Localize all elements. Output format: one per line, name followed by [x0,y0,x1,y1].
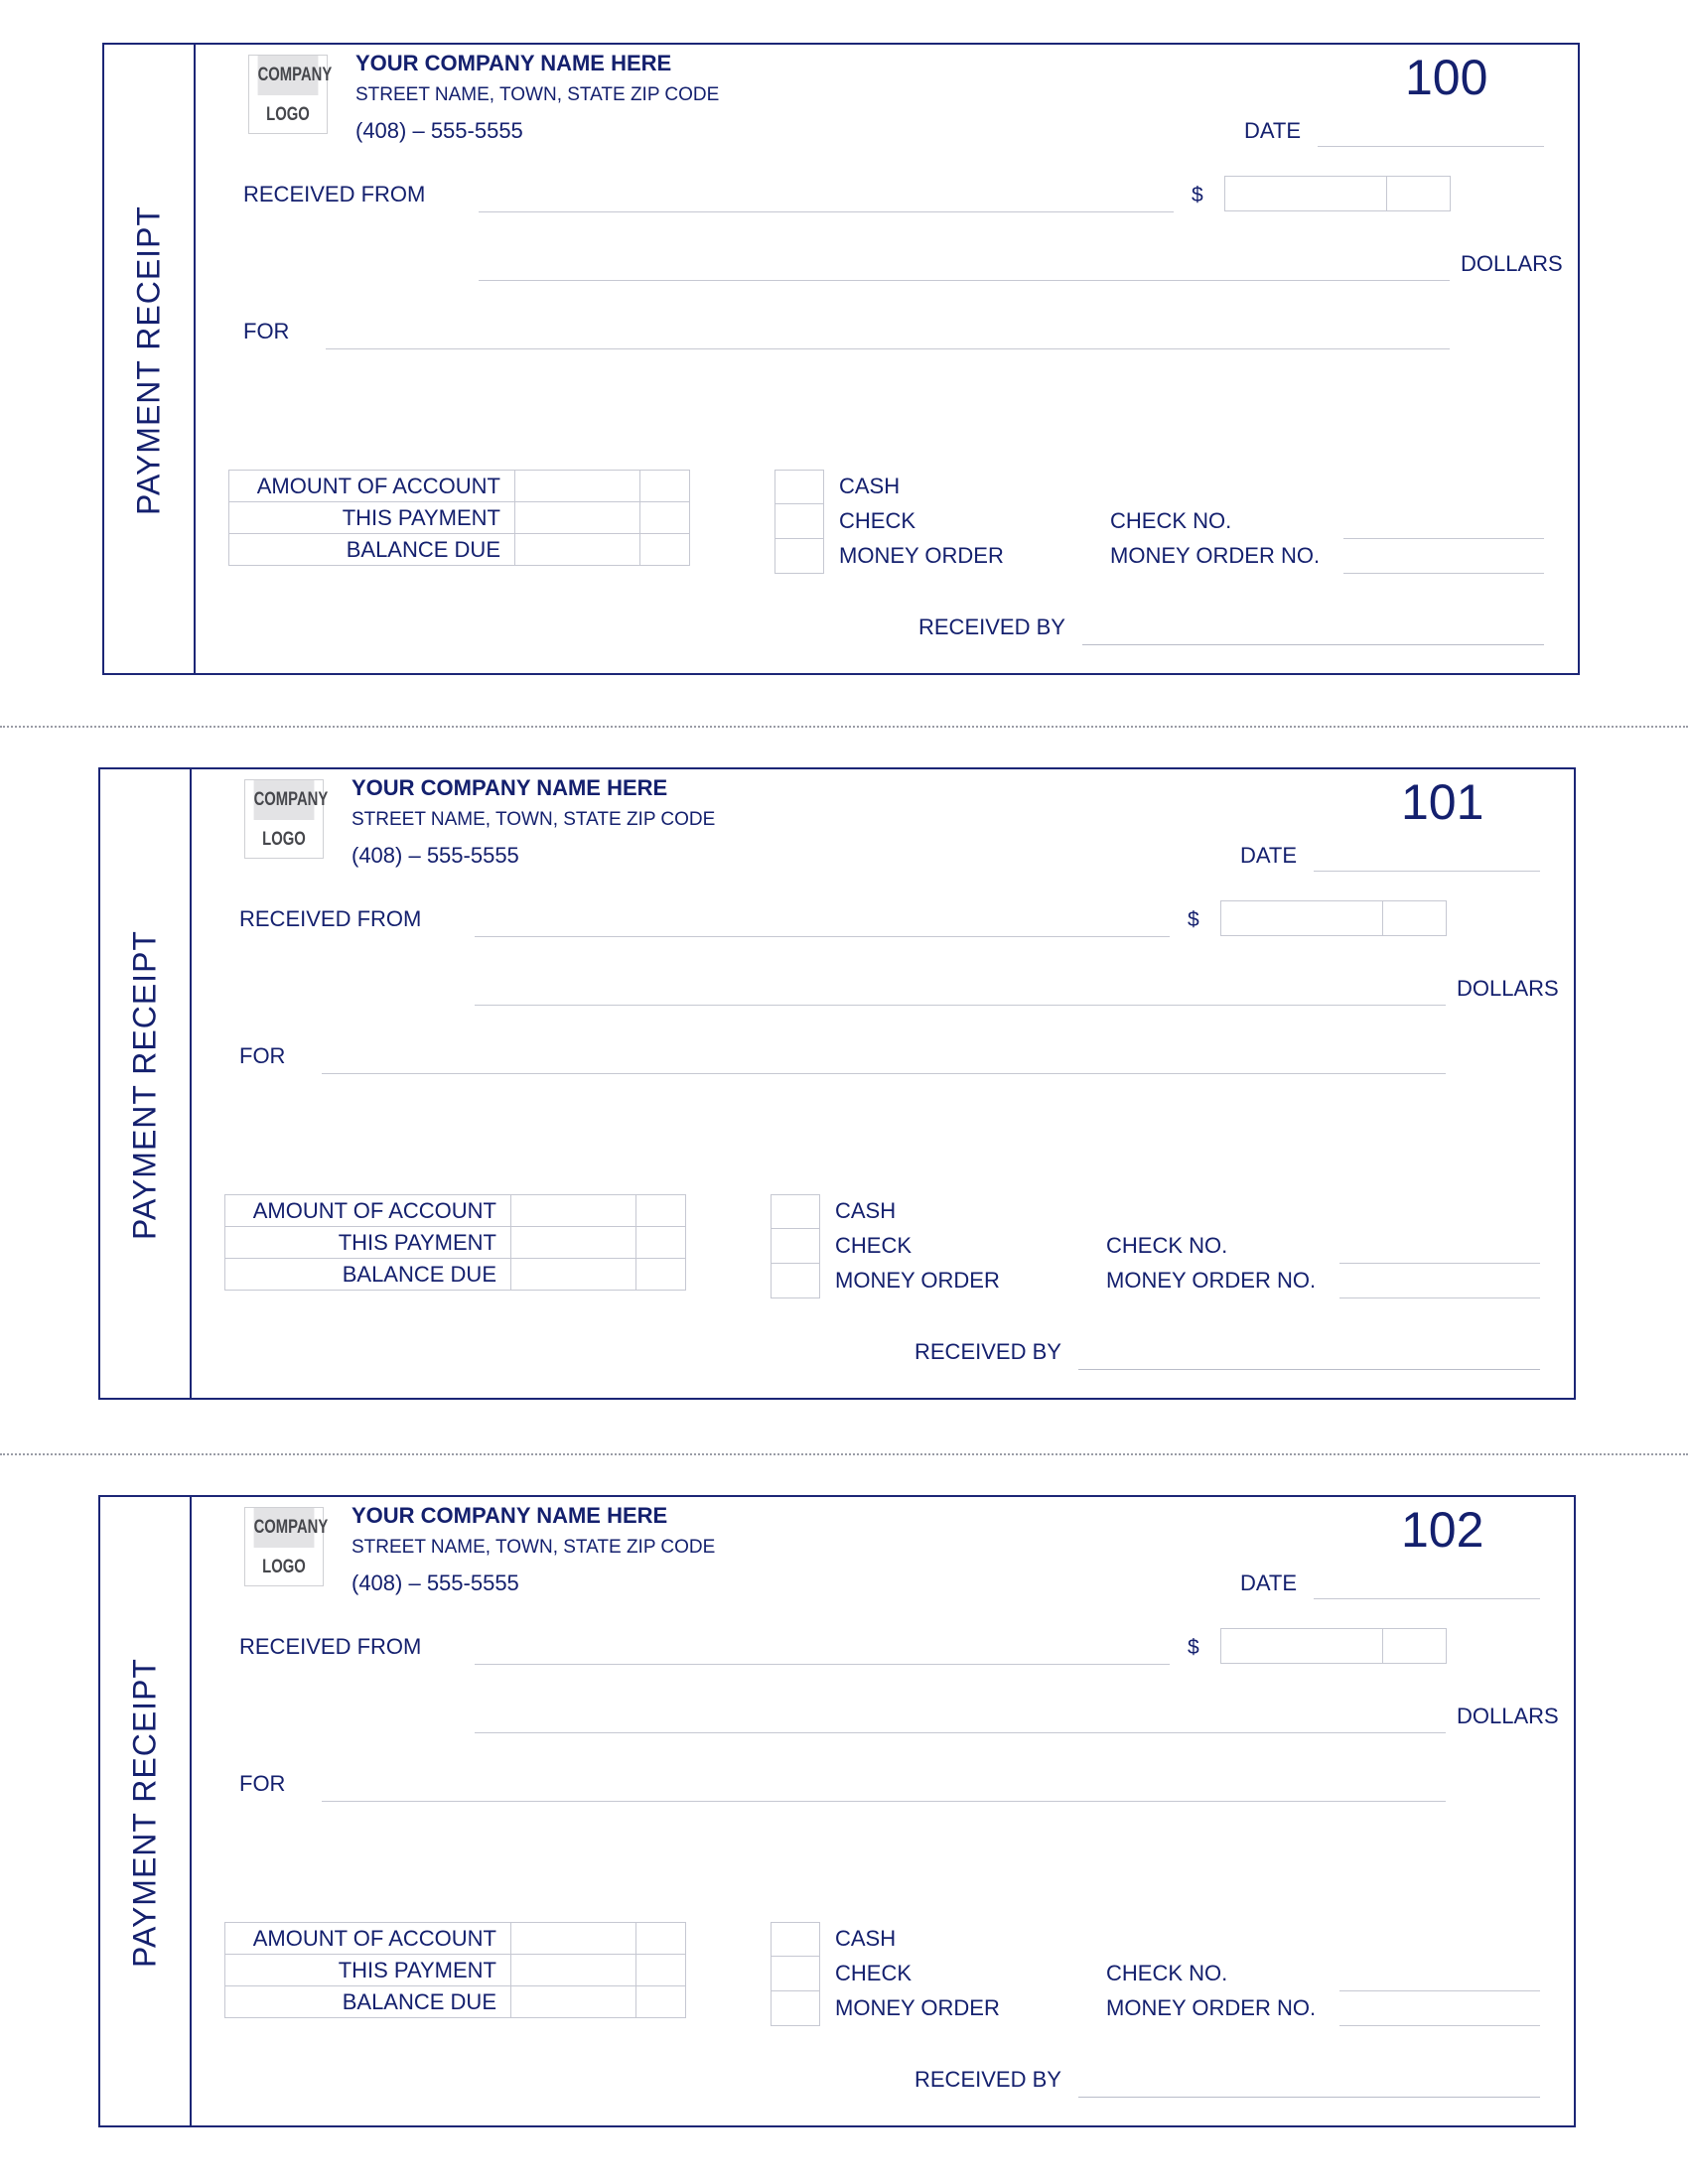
logo-text-bottom: LOGO [266,104,310,125]
received-from-field[interactable] [479,211,1174,212]
balance-due-cents-field[interactable] [636,1259,686,1291]
cash-checkbox[interactable] [771,1922,820,1957]
logo-text-top: COMPANY [254,780,315,820]
dollar-sign: $ [1188,908,1199,931]
side-title: PAYMENT RECEIPT [126,930,163,1240]
table-row [225,1259,686,1291]
date-field[interactable] [1314,1598,1540,1599]
logo-text-bottom: LOGO [262,1557,306,1577]
table-row [225,1923,686,1955]
receipt-card [98,767,1576,1400]
amount-of-account-field[interactable] [511,1923,636,1955]
received-from-label: RECEIVED FROM [239,1634,422,1659]
balance-due-field[interactable] [511,1986,636,2018]
received-from-field[interactable] [475,1664,1170,1665]
check-label: CHECK [835,1233,913,1258]
company-logo [244,779,329,859]
amount-field[interactable] [1220,1628,1447,1664]
this-payment-cents-field[interactable] [640,502,690,534]
receipt-side-panel [104,45,196,673]
company-phone: (408) – 555-5555 [352,1570,519,1595]
this-payment-label: THIS PAYMENT [225,1227,511,1259]
cut-line [0,726,1688,728]
company-logo [244,1507,329,1586]
account-table [228,470,690,566]
date-label: DATE [1244,118,1302,143]
cents-divider [1382,1629,1383,1663]
cents-divider [1382,901,1383,935]
amount-of-account-label: AMOUNT OF ACCOUNT [225,1195,511,1227]
this-payment-cents-field[interactable] [636,1227,686,1259]
company-logo [248,55,333,134]
receipt-number: 101 [1401,774,1484,830]
money-order-no-field[interactable] [1343,573,1544,574]
check-checkbox[interactable] [771,1229,820,1264]
date-label: DATE [1240,1570,1298,1595]
balance-due-field[interactable] [511,1259,636,1291]
cut-line [0,1453,1688,1455]
cash-checkbox[interactable] [774,470,824,504]
for-field[interactable] [326,348,1450,349]
account-table [224,1194,686,1291]
company-name: YOUR COMPANY NAME HERE [355,51,672,75]
dollars-label: DOLLARS [1457,976,1559,1001]
check-no-label: CHECK NO. [1106,1961,1228,1985]
amount-of-account-label: AMOUNT OF ACCOUNT [229,471,515,502]
amount-of-account-cents-field[interactable] [636,1923,686,1955]
table-row [225,1195,686,1227]
balance-due-label: BALANCE DUE [225,1259,511,1291]
amount-of-account-cents-field[interactable] [640,471,690,502]
money-order-no-label: MONEY ORDER NO. [1106,1995,1317,2020]
logo-text-top: COMPANY [254,1508,315,1548]
check-no-label: CHECK NO. [1106,1233,1228,1258]
cents-divider [1386,177,1387,210]
dollar-sign: $ [1188,1636,1199,1659]
for-label: FOR [239,1771,286,1796]
table-row [229,471,690,502]
for-label: FOR [243,319,290,343]
balance-due-cents-field[interactable] [636,1986,686,2018]
company-phone: (408) – 555-5555 [355,118,523,143]
receipt-side-panel [100,1497,192,2125]
balance-due-label: BALANCE DUE [225,1986,511,2018]
balance-due-cents-field[interactable] [640,534,690,566]
this-payment-label: THIS PAYMENT [229,502,515,534]
this-payment-field[interactable] [511,1227,636,1259]
for-field[interactable] [322,1073,1446,1074]
received-from-field[interactable] [475,936,1170,937]
for-label: FOR [239,1043,286,1068]
check-no-field[interactable] [1339,1263,1540,1264]
amount-of-account-label: AMOUNT OF ACCOUNT [225,1923,511,1955]
amount-in-words-field[interactable] [475,1732,1446,1733]
received-by-label: RECEIVED BY [918,614,1065,639]
logo-text-bottom: LOGO [262,829,306,850]
table-row [225,1955,686,1986]
amount-of-account-field[interactable] [511,1195,636,1227]
dollar-sign: $ [1192,184,1203,206]
amount-in-words-field[interactable] [479,280,1450,281]
amount-field[interactable] [1224,176,1451,211]
this-payment-field[interactable] [511,1955,636,1986]
check-label: CHECK [839,508,916,533]
this-payment-cents-field[interactable] [636,1955,686,1986]
check-no-field[interactable] [1339,1990,1540,1991]
receipt-number: 100 [1405,50,1488,105]
company-phone: (408) – 555-5555 [352,843,519,868]
check-checkbox[interactable] [774,504,824,539]
check-label: CHECK [835,1961,913,1985]
receipt-side-panel [100,769,192,1398]
company-name: YOUR COMPANY NAME HERE [352,1503,668,1528]
received-from-label: RECEIVED FROM [239,906,422,931]
amount-field[interactable] [1220,900,1447,936]
cash-label: CASH [839,474,901,498]
this-payment-label: THIS PAYMENT [225,1955,511,1986]
received-by-label: RECEIVED BY [914,1339,1061,1364]
money-order-checkbox[interactable] [771,1264,820,1298]
table-row [229,534,690,566]
table-row [229,502,690,534]
check-checkbox[interactable] [771,1957,820,1991]
money-order-no-field[interactable] [1339,1297,1540,1298]
side-title: PAYMENT RECEIPT [130,205,167,515]
balance-due-label: BALANCE DUE [229,534,515,566]
amount-of-account-field[interactable] [515,471,640,502]
date-label: DATE [1240,843,1298,868]
date-field[interactable] [1318,146,1544,147]
check-no-field[interactable] [1343,538,1544,539]
dollars-label: DOLLARS [1461,251,1563,276]
money-order-no-label: MONEY ORDER NO. [1110,543,1321,568]
amount-of-account-cents-field[interactable] [636,1195,686,1227]
cash-label: CASH [835,1926,897,1951]
dollars-label: DOLLARS [1457,1704,1559,1728]
money-order-label: MONEY ORDER [839,543,1004,568]
table-row [225,1986,686,2018]
company-name: YOUR COMPANY NAME HERE [352,775,668,800]
table-row [225,1227,686,1259]
company-street: STREET NAME, TOWN, STATE ZIP CODE [355,84,720,105]
received-by-field[interactable] [1078,2097,1540,2098]
date-field[interactable] [1314,871,1540,872]
balance-due-field[interactable] [515,534,640,566]
cash-label: CASH [835,1198,897,1223]
amount-in-words-field[interactable] [475,1005,1446,1006]
money-order-no-label: MONEY ORDER NO. [1106,1268,1317,1293]
received-by-field[interactable] [1078,1369,1540,1370]
for-field[interactable] [322,1801,1446,1802]
money-order-checkbox[interactable] [774,539,824,574]
company-street: STREET NAME, TOWN, STATE ZIP CODE [352,809,716,830]
receipt-card [98,1495,1576,2127]
receipt-number: 102 [1401,1502,1484,1558]
received-from-label: RECEIVED FROM [243,182,426,206]
received-by-label: RECEIVED BY [914,2067,1061,2092]
receipt-card [102,43,1580,675]
company-street: STREET NAME, TOWN, STATE ZIP CODE [352,1537,716,1558]
side-title: PAYMENT RECEIPT [126,1658,163,1968]
logo-text-top: COMPANY [258,56,319,95]
money-order-checkbox[interactable] [771,1991,820,2026]
received-by-field[interactable] [1082,644,1544,645]
account-table [224,1922,686,2018]
cash-checkbox[interactable] [771,1194,820,1229]
money-order-label: MONEY ORDER [835,1268,1000,1293]
check-no-label: CHECK NO. [1110,508,1232,533]
money-order-no-field[interactable] [1339,2025,1540,2026]
this-payment-field[interactable] [515,502,640,534]
money-order-label: MONEY ORDER [835,1995,1000,2020]
